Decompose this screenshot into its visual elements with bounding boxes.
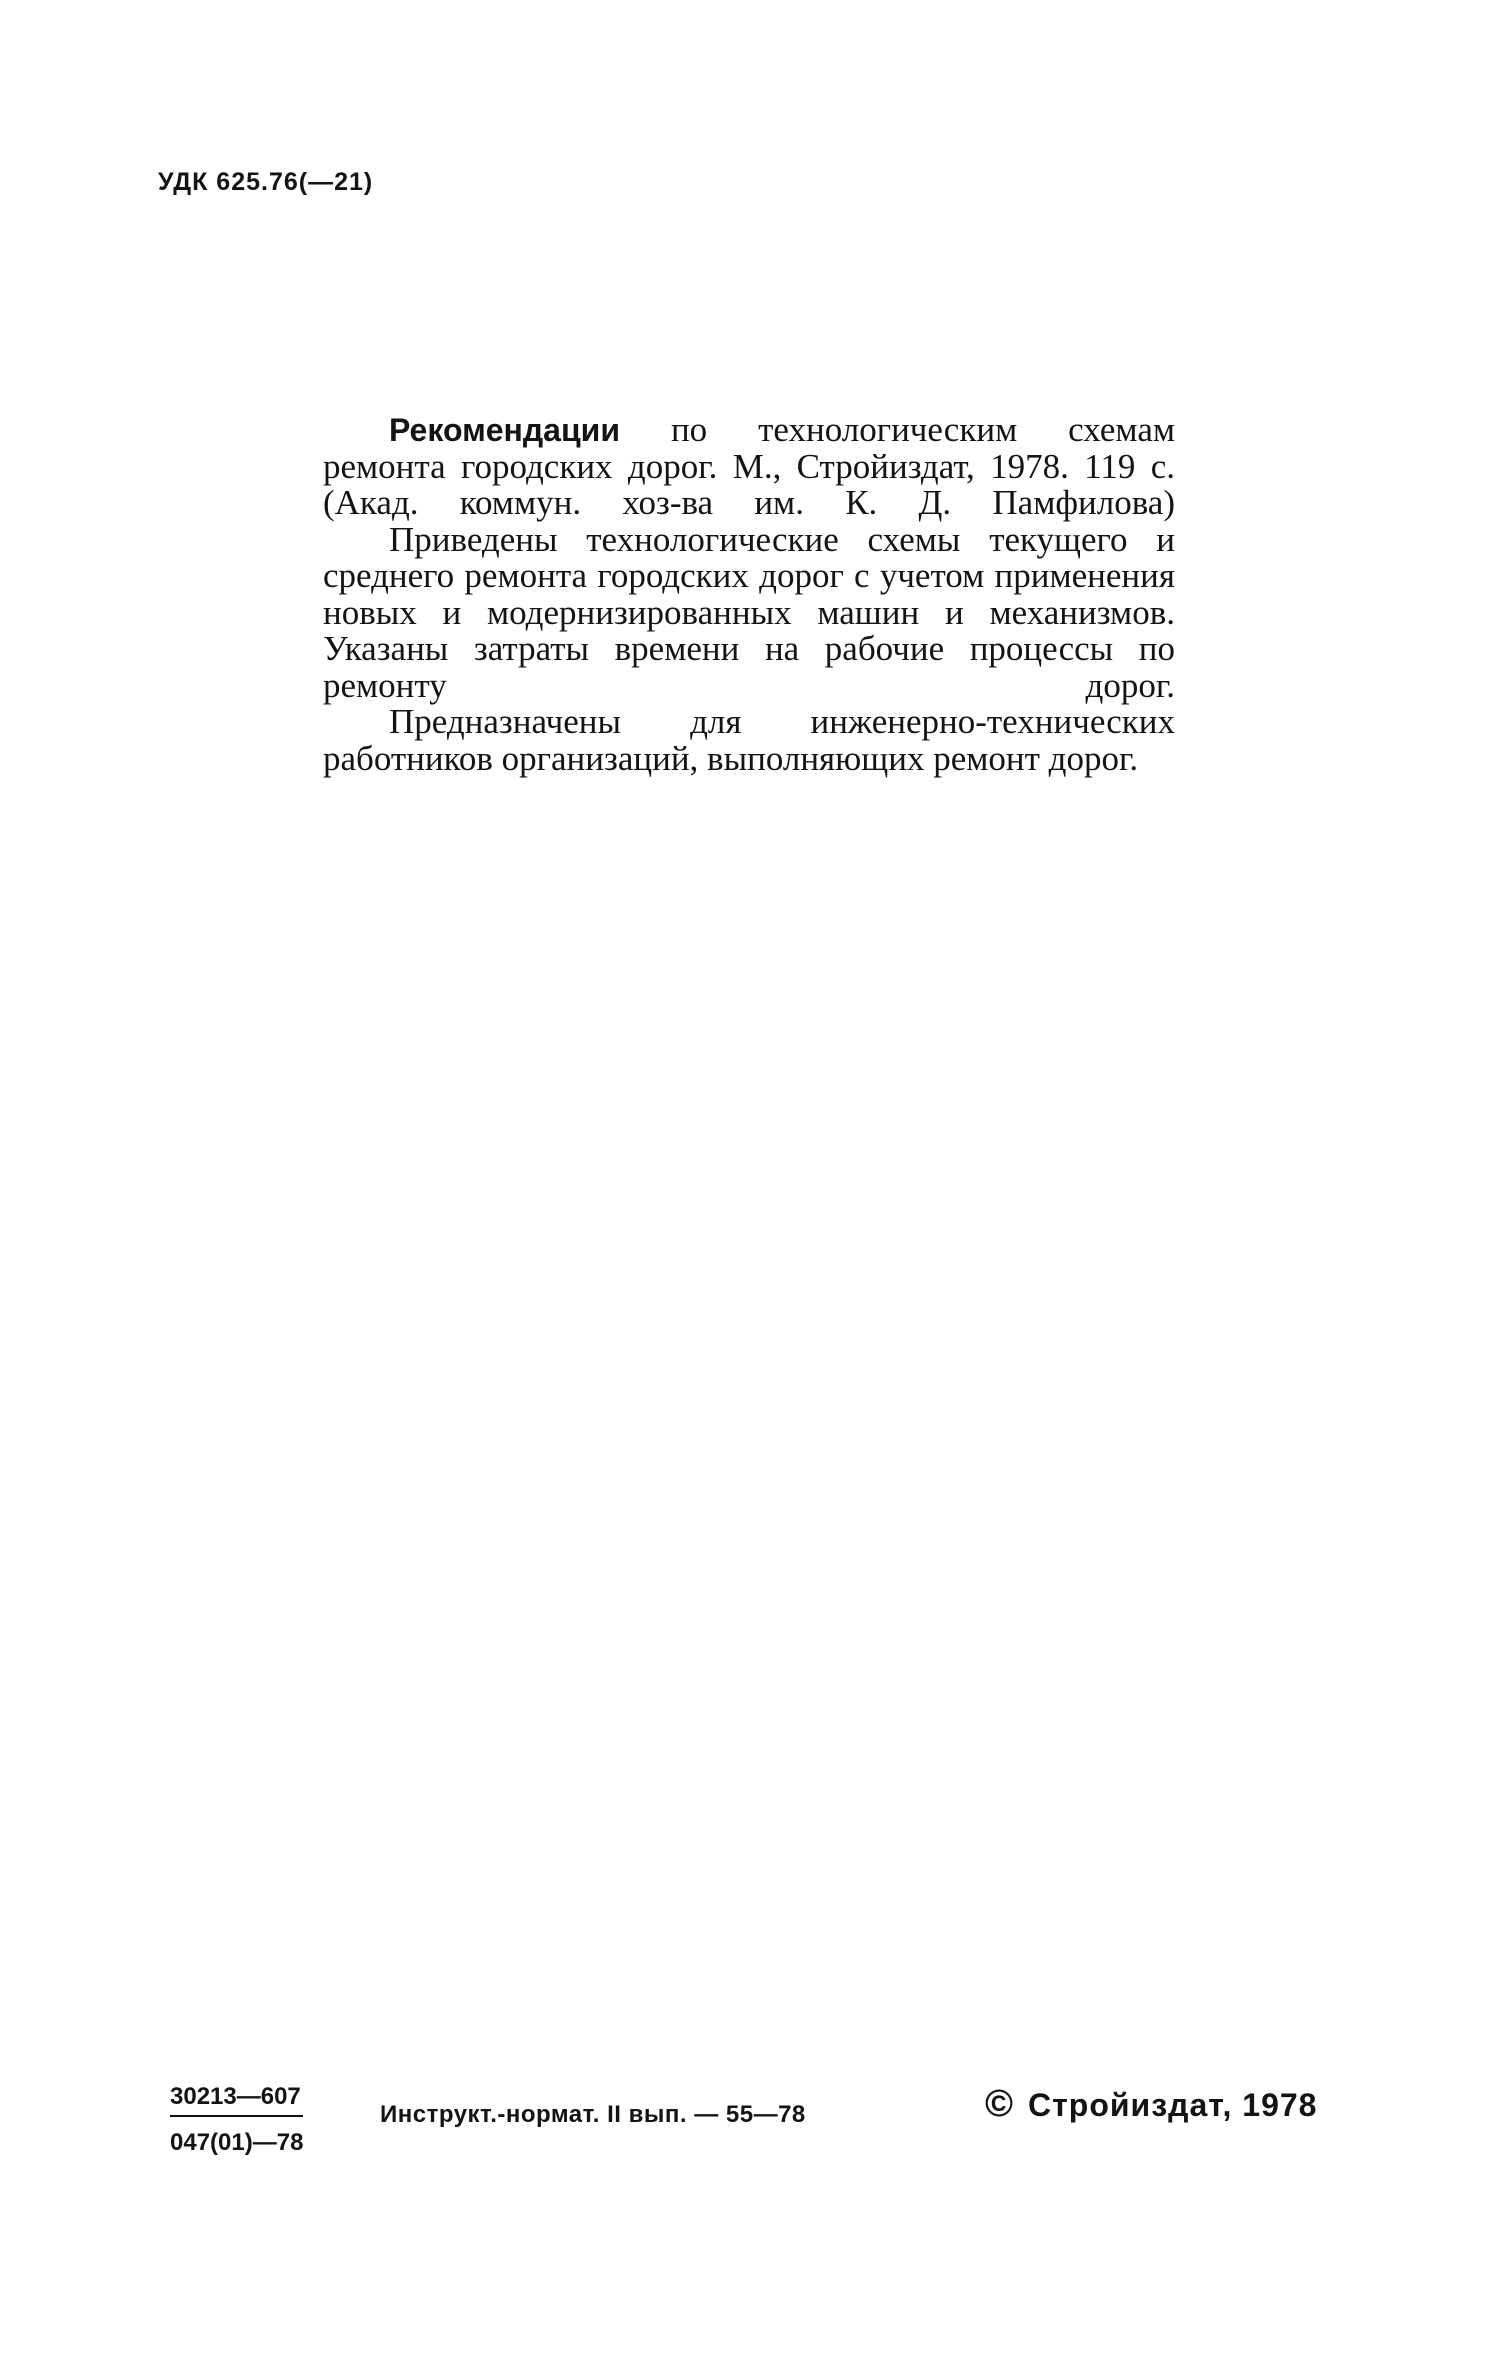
annotation-paragraph: Приведены технологические схемы текущего и среднего ремонта городских дорог с учетом применения новых и модернизированных машин и механизмов. Указаны затраты времени на рабочие процессы по ремонту дорог. [323, 519, 1175, 705]
title-lead: Рекомендации [389, 412, 620, 448]
bibliographic-rest: по технологическим схемам ремонта городских дорог. М., Стройиздат, 1978. 119 с. (Акад. коммун. хоз-ва им. К. Д. Памфилова) [323, 410, 1175, 522]
udk-code: УДК 625.76(—21) [158, 168, 374, 196]
series-info: Инструкт.-нормат. II вып. — 55—78 [380, 2101, 806, 2128]
publisher-code-numerator: 30213—607 [170, 2083, 303, 2117]
copyright [985, 2083, 1317, 2126]
copyright-text: Стройиздат, 1978 [1028, 2087, 1318, 2123]
audience-paragraph: Предназначены для инженерно-технических работников организаций, выполняющих ремонт дорог. [323, 702, 1175, 778]
publisher-code [170, 2083, 303, 2157]
annotation-block [323, 412, 1175, 777]
bibliographic-description [323, 412, 1175, 522]
imprint-footer [170, 2083, 1340, 2163]
publisher-code-denominator: 047(01)—78 [170, 2129, 304, 2156]
copyright-icon: © [985, 2083, 1014, 2125]
